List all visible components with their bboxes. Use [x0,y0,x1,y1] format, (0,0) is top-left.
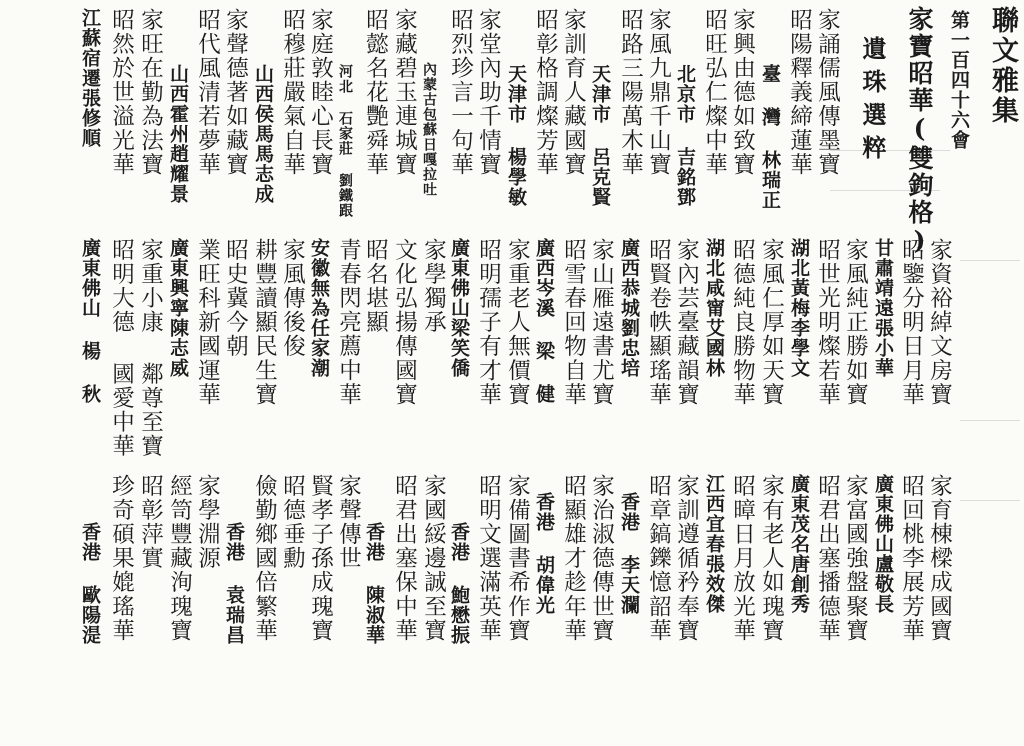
verse-line: 昭懿名花艷舜華 [362,8,389,177]
verse-line: 昭明孺子有才華 [475,238,502,407]
author-credit: 香港 袁瑞昌 [223,522,245,645]
author-credit: 廣東佛山盧敬長 [872,474,894,614]
verse-line: 文化弘揚傳國寶 [391,238,418,407]
verse-line: 昭賢卷帙顯瑤華 [645,238,672,407]
author-credit: 天津市 呂克賢 [589,64,611,207]
verse-line: 昭彰萍實 [137,474,164,571]
verse-line: 昭明文選滿英華 [475,474,502,643]
verse-line: 青春閃亮薦中華 [335,238,362,407]
verse-line: 賢孝子孫成瑰寶 [307,474,334,643]
verse-line: 家誦儒風傳墨寶 [814,8,841,177]
author-credit: 香港 歐陽湜 [79,522,101,645]
verse-line: 家學獨承 [420,238,447,335]
verse-line: 昭君出塞保中華 [391,474,418,643]
author-credit: 廣東興寧陳志威 [167,238,189,378]
verse-line: 耕豐讀顯民生寶 [251,238,278,407]
verse-line: 家國綏邊誠至寶 [420,474,447,643]
verse-line: 昭顯雄才趁年華 [560,474,587,643]
author-credit: 香港 胡偉光 [533,492,555,615]
author-credit: 山西侯馬馬志成 [252,64,274,204]
verse-line: 昭代風清若夢華 [194,8,221,177]
verse-line: 家學淵源 [194,474,221,571]
show-through-line [960,420,1020,421]
publication-title: 聯文雅集 [987,6,1018,126]
author-credit: 廣東佛山梁笑僑 [448,238,470,378]
author-credit: 湖北黃梅李學文 [788,238,810,378]
verse-line: 昭回桃李展芳華 [898,474,925,643]
author-credit: 北京市 吉銘鄧 [674,64,696,207]
verse-line: 昭世光明燦若華 [814,238,841,407]
show-through-line [960,500,1020,501]
verse-line: 昭路三陽萬木華 [617,8,644,177]
verse-line: 家治淑德傳世寶 [588,474,615,643]
issue-label: 第一百四十六會 [948,10,970,150]
author-credit: 天津市 楊學敏 [505,64,527,207]
verse-line: 家風傳後俊 [279,238,306,359]
verse-line: 昭然於世溢光華 [108,8,135,177]
verse-line: 昭明大德 國愛中華 [108,238,135,459]
section-title: 遺珠選粹 [858,36,887,168]
verse-line: 昭德垂勳 [279,474,306,571]
author-credit: 香港 鮑懋振 [448,522,470,645]
verse-line: 家藏碧玉連城寶 [391,8,418,177]
verse-line: 昭章鎬鑠憶韶華 [645,474,672,643]
author-credit: 甘肅靖遠張小華 [872,238,894,378]
verse-line: 家備圖書希作寶 [504,474,531,643]
verse-line: 家訓育人藏國寶 [560,8,587,177]
verse-line: 家風九鼎千山寶 [645,8,672,177]
verse-line: 家風純正勝如寶 [842,238,869,407]
verse-line: 昭暲日月放光華 [729,474,756,643]
author-credit: 廣東茂名唐創秀 [788,474,810,614]
verse-line: 儉勤鄉國倍繁華 [251,474,278,643]
verse-line: 家興由德如致寶 [729,8,756,177]
verse-line: 家聲傳世 [335,474,362,571]
verse-line: 家資裕綽文房寶 [926,238,953,407]
verse-line: 家有老人如瑰寶 [758,474,785,643]
author-credit: 廣西岑溪 梁 健 [533,238,555,404]
author-credit: 山西霍州趙耀景 [167,64,189,204]
author-credit: 河北 石家莊 劉鐵跟 [337,64,353,218]
verse-line: 昭烈珍言一句華 [447,8,474,177]
verse-line: 家庭敦睦心長寶 [307,8,334,177]
author-credit: 安徽無為任家潮 [308,238,330,378]
author-credit: 江西宜春張效傑 [703,474,725,614]
verse-line: 家重老人無價寶 [504,238,531,407]
author-credit: 廣西恭城劉忠培 [618,238,640,378]
verse-line: 家風仁厚如天寶 [758,238,785,407]
verse-line: 昭名堪顯 [362,238,389,335]
verse-line: 家富國強盤聚寶 [842,474,869,643]
verse-line: 昭旺弘仁燦中華 [701,8,728,177]
verse-line: 昭史冀今朝 [222,238,249,359]
author-credit: 廣東佛山 楊 秋 [79,238,101,404]
verse-line: 珍奇碩果媲瑤華 [108,474,135,643]
verse-line: 經笥豐藏洵瑰寶 [166,474,193,643]
verse-line: 家堂內助千情寶 [475,8,502,177]
verse-line: 家旺在勤為法寶 [137,8,164,177]
author-credit: 臺 灣 林瑞正 [759,64,781,210]
author-credit: 湖北咸甯艾國林 [703,238,725,378]
verse-line: 家訓遵循矜奉寶 [673,474,700,643]
verse-line: 家育棟樑成國寶 [926,474,953,643]
verse-line: 昭穆莊嚴氣自華 [279,8,306,177]
contest-title: 家寶昭華(雙鉤格) [905,6,934,257]
author-credit: 香港 李天瀾 [618,492,640,615]
author-credit: 內蒙古包蘇日嘎拉吐 [421,62,437,197]
verse-line: 家聲德著如藏寶 [222,8,249,177]
verse-line: 家山雁遠書尤寶 [588,238,615,407]
author-credit: 江蘇宿遷張修順 [79,8,101,148]
verse-line: 昭鑒分明日月華 [898,238,925,407]
verse-line: 業旺科新國運華 [194,238,221,407]
verse-line: 昭德純良勝物華 [729,238,756,407]
verse-line: 昭彰格調燦芳華 [532,8,559,177]
verse-line: 昭陽釋義締蓮華 [786,8,813,177]
verse-line: 家內芸臺藏韻寶 [673,238,700,407]
show-through-line [960,260,1020,261]
author-credit: 香港 陳淑華 [363,522,385,645]
verse-line: 家重小康 鄰尊至寶 [137,238,164,459]
verse-line: 昭君出塞播德華 [814,474,841,643]
verse-line: 昭雪春回物自華 [560,238,587,407]
